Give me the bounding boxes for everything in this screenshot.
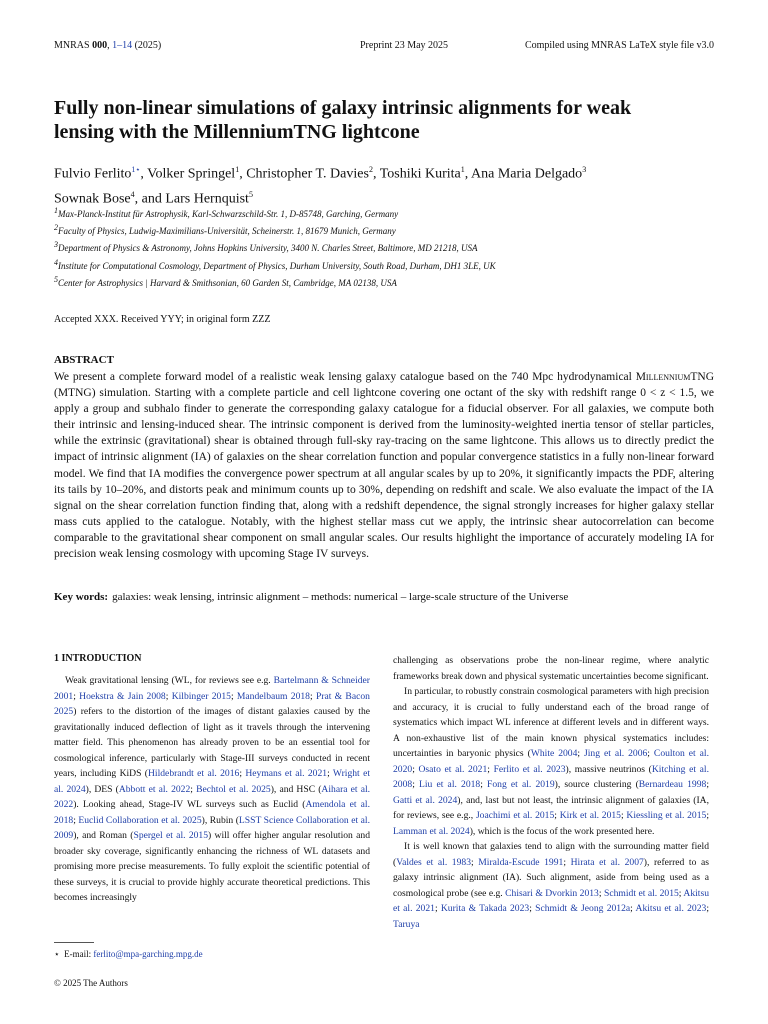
citation-link[interactable]: Liu et al. 2018 [419, 779, 481, 790]
author-affiliation-mark: 5 [248, 189, 253, 199]
body-text: ), which is the focus of the work presented here. [469, 825, 655, 837]
author-separator: , [464, 166, 471, 182]
affiliation-item [54, 256, 714, 273]
body-text: ; [630, 903, 636, 914]
body-text: ), and Roman ( [73, 830, 134, 841]
citation-link[interactable]: Schmidt et al. 2015 [604, 887, 679, 899]
body-text: In particular, to robustly constrain cosmological parameters with high precision and accuracy, it is crucial to fully understand each of the broad range of systematics which impact WL inference at different levels and in different ways. A non-exhaustive list of the main known physical systematics includes: uncertainties in baryonic physics ( [393, 686, 709, 759]
affiliation-number: 3 [54, 240, 58, 250]
body-text: It is well known that galaxies tend to align with the surrounding matter field ( [393, 841, 709, 868]
citation-link[interactable]: Kitching et al. 2008 [393, 763, 709, 790]
body-text: ; [529, 903, 536, 914]
author-affiliation-mark: 4 [130, 189, 135, 199]
affiliation-number: 4 [54, 257, 58, 267]
affiliation-list [54, 204, 714, 290]
paragraph [393, 684, 709, 839]
abstract-body: We present a complete forward model of a realistic weak lensing galaxy catalogue based on the 740 Mpc hydrodynamical MillenniumTNG (MTNG) simulation. Starting with a complete particle and cell lightcone covering one octant of the sky with redshift range 0 < z < 1.5, we apply a group and subhalo finder to generate the corresponding galaxy catalogue for a fiducial observer. For all galaxies, we compute both their intrinsic and lensing-induced shear. The intrinsic component is derived from the luminosity-weighted inertia tensor of stellar particles, while the extrinsic (gravitational) shear is obtained through full-sky ray-tracing on the same lightcone. This allows us to directly predict the impact of intrinsic alignment (IA) of galaxies on the shear correlation function and popular convergence statistics in a fully non-linear forward model. We find that IA modifies the convergence power spectrum at all angular scales by up to 20%, it significantly impacts the PDF, altering its tails by 10–20%, and distorts peak and minimum counts up to 30%, depending on redshift and scale. We also evaluate the impact of the IA signal on the shear correlation function finding that, along with a redshift dependence, the signal strongly increases for higher galaxy stellar mass cuts applied to the catalogue. Notably, with the highest stellar mass cut we apply, the intrinsic shear autocorrelation can become comparable to the gravitational shear component on small angular scales. Our results highlight the importance of accurately modeling IA for precision weak lensing cosmology with upcoming Stage IV surveys. [54, 371, 714, 561]
affiliation-text: Faculty of Physics, Ludwig-Maximilians-Universität, Scheinerstr. 1, 81679 Munich, Germany [58, 226, 396, 237]
body-text: ; [412, 763, 419, 775]
body-text: ; [434, 903, 441, 914]
body-text: ; [598, 887, 604, 899]
body-text: ) refers to the distortion of the images of distant galaxies caused by the gravitationally induced deflection of light as it travels through the intervening matter field. This phenomenon has already proven to be an essential tool for cosmological inference, particularly with Stage-III surveys conducted in recent years, including KiDS ( [54, 706, 370, 779]
body-text: ) will offer higher angular resolution and broader sky coverage, significantly enhancing the richness of WL datasets and promising more precise measurements. To fully exploit the scientific potential of these surveys, it is crucial to provide highly accurate theoretical predictions. This becomes increasingly [54, 830, 370, 903]
citation-link[interactable]: Hoekstra & Jain 2008 [79, 690, 166, 702]
affiliation-text: Department of Physics & Astronomy, Johns Hopkins University, 3400 N. Charles Street, Baltimore, MD 21218, USA [58, 243, 478, 254]
body-text: ; [412, 779, 420, 790]
affiliation-item [54, 238, 714, 255]
citation-link[interactable]: Kiessling et al. 2015 [626, 810, 707, 821]
body-text: ; [73, 814, 79, 826]
citation-link[interactable]: Chisari & Dvorkin 2013 [505, 887, 599, 899]
author-name: Sownak Bose [54, 191, 131, 207]
paragraph [393, 653, 709, 684]
citation-link[interactable]: Joachimi et al. 2015 [475, 810, 555, 821]
citation-link[interactable]: Prat & Bacon 2025 [54, 690, 370, 717]
paper-title: Fully non-linear simulations of galaxy intrinsic alignments for weak lensing with the MillenniumTNG lightcone [54, 97, 632, 143]
body-text: ; [706, 903, 709, 914]
body-text: ; [706, 810, 709, 821]
body-text: ; [706, 779, 709, 790]
body-text: ; [620, 810, 627, 821]
body-text: ). Looking ahead, Stage-IV WL surveys such as Euclid ( [73, 799, 306, 810]
affiliation-number: 2 [54, 223, 58, 233]
citation-link[interactable]: Hildebrandt et al. 2016 [148, 768, 240, 779]
body-text: ; [678, 887, 684, 899]
body-text: ; [577, 748, 585, 759]
author-affiliation-mark: 3 [582, 165, 587, 174]
email-link[interactable]: ferlito@mpa-garching.mpg.de [93, 949, 203, 959]
citation-link[interactable]: White 2004 [530, 748, 578, 759]
citation-link[interactable]: Jing et al. 2006 [584, 748, 648, 759]
author-name: Fulvio Ferlito [54, 166, 132, 182]
citation-link[interactable]: Lamman et al. 2024 [393, 825, 470, 837]
footnote-rule [54, 942, 94, 943]
body-text: ; [487, 763, 494, 775]
citation-link[interactable]: Mandelbaum 2018 [236, 690, 310, 702]
author-name: Ana Maria Delgado [471, 166, 583, 182]
citation-link[interactable]: Schmidt & Jeong 2012a [535, 903, 631, 914]
body-text: Weak gravitational lensing (WL, for reviews see e.g. [65, 675, 274, 686]
keywords-label: Key words: [54, 591, 109, 603]
body-text: challenging as observations probe the non-linear regime, where analytic frameworks break down and physical systematic uncertainties become significant. [393, 655, 709, 682]
affiliation-number: 5 [54, 274, 58, 284]
citation-link[interactable]: Akitsu et al. 2023 [635, 903, 707, 914]
body-text: ), and HSC ( [270, 783, 322, 795]
body-text: ), massive neutrinos ( [565, 763, 652, 775]
author-affiliation-mark: 2 [368, 165, 373, 174]
citation-link[interactable]: Wright et al. 2024 [54, 768, 370, 795]
citation-link[interactable]: LSST Science Collaboration et al. 2009 [54, 814, 370, 841]
author-affiliation-mark: 1 [235, 165, 240, 174]
accepted-line: Accepted XXX. Received YYY; in original form ZZZ [54, 314, 271, 325]
page-range-link[interactable]: 1–14 [112, 40, 133, 51]
citation-link[interactable]: Heymans et al. 2021 [245, 768, 328, 779]
affiliation-text: Max-Planck-Institut für Astrophysik, Karl-Schwarzschild-Str. 1, D-85748, Garching, Germany [58, 209, 399, 219]
citation-link[interactable]: Osato et al. 2021 [418, 763, 488, 775]
body-text: ; [230, 690, 237, 702]
citation-link[interactable]: Euclid Collaboration et al. 2025 [78, 814, 202, 826]
citation-link[interactable]: Miralda-Escude 1991 [478, 856, 564, 868]
body-text: ; [554, 810, 560, 821]
body-text: ), DES ( [85, 783, 119, 795]
compiled-note: Compiled using MNRAS LaTeX style file v3.0 [524, 40, 714, 51]
citation-link[interactable]: Spergel et al. 2015 [133, 830, 209, 841]
citation-link[interactable]: Bernardeau 1998 [638, 779, 707, 790]
body-text: ; [165, 690, 172, 702]
body-text: ), and, last but not least, the intrinsic alignment of galaxies (IA, for reviews, see e.g., [393, 794, 710, 821]
citation-link[interactable]: Abbott et al. 2022 [118, 783, 191, 795]
intro-right-column [393, 653, 709, 932]
running-header [54, 40, 714, 54]
body-text: ; [190, 783, 197, 795]
copyright-notice: © 2025 The Authors [54, 978, 128, 988]
citation-link[interactable]: Bartelmann & Schneider 2001 [54, 675, 370, 702]
author-name: Volker Springel [147, 166, 236, 182]
body-text: ; [327, 768, 333, 779]
body-text: ; [647, 748, 654, 759]
citation-link[interactable]: Fong et al. 2019 [487, 779, 555, 790]
body-text: ; [471, 856, 479, 868]
body-text: ), source clustering ( [554, 779, 639, 790]
body-text: ), referred to as galaxy intrinsic alignment (IA). Such alignment, aside from being used as a cosmological probe (see e.g. [393, 856, 709, 899]
body-text: ; [563, 856, 571, 868]
author-separator: , [239, 166, 247, 182]
citation-link[interactable]: Kurita & Takada 2023 [440, 903, 530, 914]
affiliation-item [54, 273, 714, 290]
author-list [54, 160, 714, 209]
simulation-name: MillenniumTNG [635, 371, 714, 383]
citation-link[interactable]: Kilbinger 2015 [171, 690, 231, 702]
intro-left-column [54, 673, 370, 906]
citation-link[interactable]: Coulton et al. 2020 [393, 748, 709, 775]
journal-volume: 000 [92, 40, 108, 51]
email-footnote: ⋆ E-mail: ferlito@mpa-garching.mpg.de [54, 949, 203, 959]
affiliation-text: Center for Astrophysics | Harvard & Smithsonian, 60 Garden St, Cambridge, MA 02138, USA [58, 277, 397, 288]
author-affiliation-mark: 1⋆ [131, 165, 141, 174]
citation-link[interactable]: Ferlito et al. 2023 [493, 763, 566, 775]
author-name: Christopher T. Davies [246, 166, 369, 182]
author-affiliation-mark: 1 [460, 165, 465, 174]
affiliation-number: 1 [54, 206, 58, 215]
body-text: ; [73, 690, 80, 702]
author-separator: , and [134, 191, 166, 207]
citation-link[interactable]: Valdes et al. 1983 [396, 856, 471, 868]
keywords-text: galaxies: weak lensing, intrinsic alignment – methods: numerical – large-scale structure of the Universe [112, 591, 569, 603]
citation-link[interactable]: Taruya [393, 918, 420, 930]
author-name: Toshiki Kurita [379, 166, 461, 182]
citation-link[interactable]: Bechtol et al. 2025 [196, 783, 271, 795]
body-text: ; [239, 768, 246, 779]
affiliation-text: Institute for Computational Cosmology, Department of Physics, Durham University, South Road, Durham, DH1 3LE, UK [58, 260, 496, 271]
preprint-date: Preprint 23 May 2025 [360, 40, 449, 51]
body-text: ; [480, 779, 488, 790]
citation-link[interactable]: Kirk et al. 2015 [559, 810, 621, 821]
keywords [54, 590, 714, 604]
paragraph [54, 673, 370, 906]
author-separator: , [372, 166, 380, 182]
abstract-heading: ABSTRACT [54, 354, 114, 366]
citation-link[interactable]: Akitsu et al. 2021 [393, 887, 709, 914]
citation-link[interactable]: Hirata et al. 2007 [570, 856, 644, 868]
author-name: Lars Hernquist [165, 191, 249, 207]
body-text: ), Rubin ( [201, 814, 239, 826]
paragraph [393, 839, 709, 932]
body-text: ; [309, 690, 316, 702]
author-separator: , [140, 166, 148, 182]
affiliation-item [54, 221, 714, 238]
section-heading-introduction: 1 INTRODUCTION [54, 653, 142, 664]
journal-citation: MNRAS 000, 1–14 (2025) [54, 40, 162, 51]
citation-link[interactable]: Amendola et al. 2018 [54, 799, 370, 826]
citation-link[interactable]: Aihara et al. 2022 [54, 783, 371, 810]
citation-link[interactable]: Gatti et al. 2024 [393, 794, 458, 806]
affiliation-item [54, 204, 714, 221]
